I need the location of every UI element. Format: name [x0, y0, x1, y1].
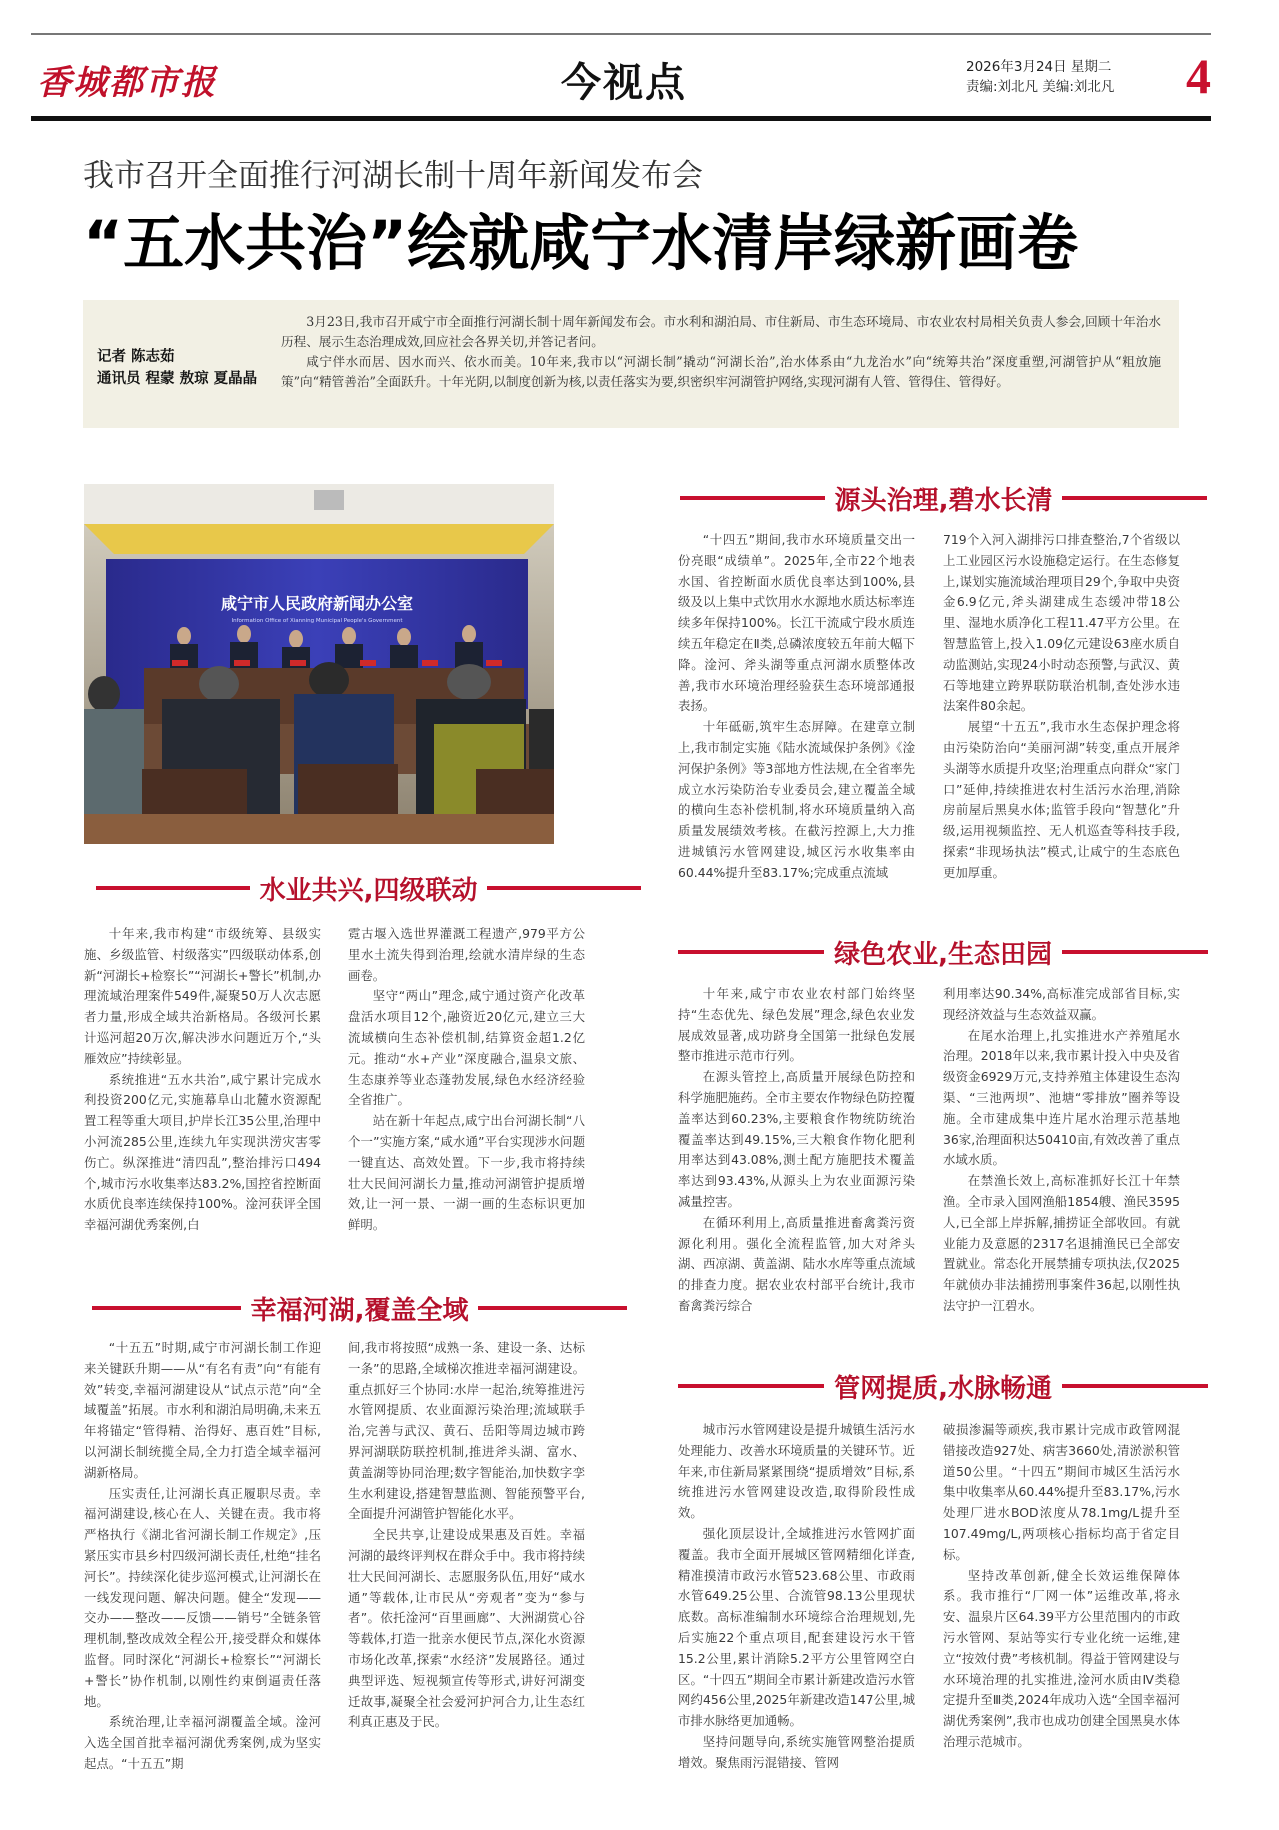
paragraph: 在循环利用上,高质量推进畜禽粪污资源化利用。强化全流程监管,加大对斧头湖、西凉湖、黄盖湖、陆水水库等重点流域的排查力度。据农业农村部平台统计,我市畜禽粪污综合 [678, 1214, 915, 1313]
newspaper-logo: 香城都市报 [37, 63, 217, 103]
paragraph: 719个入河入湖排污口排查整治,7个省级以上工业园区污水设施稳定运行。在生态修复上,谋划实施流域治理项目29个,争取中央资金6.9亿元,斧头湖建成生态缓冲带18公里、湿地水质净化工程11.47平方公里。在智慧监管上,投入1.09亿元建设63座水质自动监测站,实现24小时动态预警,与武汉、黄石等地建立跨界联防联治机制,查处涉水违法案件80余起。 [943, 532, 1180, 714]
heading-rule [487, 886, 641, 890]
text-column [84, 1338, 321, 1775]
text-column [943, 1420, 1180, 1753]
paragraph: 十年来,咸宁市农业农村部门始终坚持“生态优先、绿色发展”理念,绿色农业发展成效显著,成功跻身全国第一批绿色发展整市推进示范市行列。 [678, 986, 915, 1064]
masthead [31, 33, 1211, 121]
paragraph: “十四五”期间,我市水环境质量交出一份亮眼“成绩单”。2025年,全市22个地表水国、省控断面水质优良率达到100%,县级及以上集中式饮用水水源地水质达标率连续多年保持100%。长江干流咸宁段水质连续五年稳定在Ⅱ类,总磷浓度较五年前大幅下降。淦河、斧头湖等重点河湖水质整体改善,我市水环境治理经验获生态环境部通报表扬。 [678, 532, 915, 714]
press-conference-illustration [84, 484, 554, 844]
section-heading [96, 868, 641, 908]
text-column [678, 1420, 915, 1774]
heading-rule [92, 1306, 241, 1310]
paragraph: “十五五”时期,咸宁市河湖长制工作迎来关键跃升期——从“有名有责”向“有能有效”转变,幸福河湖建设从“试点示范”向“全域覆盖”拓展。市水利和湖泊局明确,未来五年将锚定“管得精、治得好、惠百姓”目标,以河湖长制统揽全局,全力打造全域幸福河湖新格局。 [84, 1340, 321, 1480]
section-heading-title: 幸福河湖,覆盖全域 [250, 1295, 469, 1326]
page-number: 4 [1186, 48, 1211, 104]
lead-box [83, 300, 1179, 428]
paragraph: 系统治理,让幸福河湖覆盖全域。淦河入选全国首批幸福河湖优秀案例,成为坚实起点。“十五五”期 [84, 1714, 321, 1771]
text-column [348, 1338, 585, 1733]
masthead-top-rule [31, 33, 1211, 35]
section-name: 今视点 [561, 60, 687, 106]
paragraph: 系统推进“五水共治”,咸宁累计完成水利投资200亿元,实施幕阜山北麓水资源配置工程等重大项目,护岸长江35公里,治理中小河流285公里,连续九年实现洪涝灾害零伤亡。纵深推进“清四乱”,整治排污口494个,城市污水收集率达83.2%,国控省控断面水质优良率连续保持100%。淦河获评全国幸福河湖优秀案例,白 [84, 1071, 321, 1233]
paragraph: 压实责任,让河湖长真正履职尽责。幸福河湖建设,核心在人、关键在责。我市将严格执行《湖北省河湖长制工作规定》,压紧压实市县乡村四级河湖长责任,杜绝“挂名河长”。持续深化徒步巡河模式,让河湖长在一线发现问题、解决问题。健全“发现——交办——整改——反馈——销号”全链条管理机制,整改成效全程公开,接受群众和媒体监督。同时深化“河湖长+检察长”“河湖长+警长”协作机制,以刚性约束倒逼责任落地。 [84, 1485, 321, 1709]
press-conference-photo [84, 484, 554, 844]
text-column [943, 984, 1180, 1317]
heading-rule [680, 496, 825, 500]
article-kicker: 我市召开全面推行河湖长制十周年新闻发布会 [83, 158, 703, 194]
backdrop-sign-en: Information Office of Xianning Municipal People's Government [231, 618, 403, 624]
heading-rule [678, 1384, 824, 1388]
byline [97, 346, 257, 390]
section-heading-title: 管网提质,水脉畅通 [834, 1373, 1052, 1404]
text-column [678, 530, 915, 884]
paragraph: 站在新十年起点,咸宁出台河湖长制“八个一”实施方案,“咸水通”平台实现涉水问题一键直达、高效处置。下一步,我市将持续壮大民间河湖长力量,推动河湖管护提质增效,让一河一景、一湖一画的生态标识更加鲜明。 [348, 1113, 585, 1233]
paragraph: 间,我市将按照“成熟一条、建设一条、达标一条”的思路,全域梯次推进幸福河湖建设。重点抓好三个协同:水岸一起治,统筹推进污水管网提质、农业面源污染治理;流域联手治,完善与武汉、黄石、岳阳等周边城市跨界河湖联防联控机制,推进斧头湖、富水、黄盖湖等协同治理;数字智能治,加快数字孪生水利建设,搭建智慧监测、智能预警平台,全面提升河湖管护智能化水平。 [348, 1340, 585, 1522]
heading-rule [1062, 496, 1207, 500]
paragraph: 霓古堰入选世界灌溉工程遗产,979平方公里水土流失得到治理,绘就水清岸绿的生态画卷。 [348, 926, 585, 983]
backdrop-sign: 咸宁市人民政府新闻办公室 [220, 594, 414, 613]
article-headline: “五水共治”绘就咸宁水清岸绿新画卷 [83, 208, 1079, 279]
paragraph: 强化顶层设计,全域推进污水管网扩面覆盖。我市全面开展城区管网精细化详查,精准摸清市政污水管523.68公里、市政雨水管649.25公里、合流管98.13公里现状底数。高标准编制水环境综合治理规划,先后实施22个重点项目,配套建设污水干管15.2公里,累计消除5.2平方公里管网空白区。“十四五”期间全市累计新建改造污水管网约456公里,2025年新建改造147公里,城市排水脉络更加通畅。 [678, 1525, 915, 1729]
heading-rule [478, 1306, 627, 1310]
issue-editors: 责编:刘北凡 美编:刘北凡 [966, 79, 1115, 95]
masthead-bottom-rule [31, 116, 1211, 121]
section-heading-title: 水业共兴,四级联动 [259, 875, 478, 906]
section-heading [92, 1288, 627, 1328]
heading-rule [96, 886, 250, 890]
paragraph: 展望“十五五”,我市水生态保护理念将由污染防治向“美丽河湖”转变,重点开展斧头湖等水质提升攻坚;治理重点向群众“家门口”延伸,持续推进农村生活污水治理,消除房前屋后黑臭水体;监管手段向“智慧化”升级,运用视频监控、无人机巡查等科技手段,探索“非现场执法”模式,让咸宁的生态底色更加厚重。 [943, 719, 1180, 880]
section-heading [680, 478, 1207, 518]
paragraph: 十年来,我市构建“市级统筹、县级实施、乡级监管、村级落实”四级联动体系,创新“河湖长+检察长”“河湖长+警长”机制,办理流域治理案件549件,凝聚50万人次志愿者力量,形成全域共治新格局。各级河长累计巡河超20万次,解决涉水问题近万个,“头雁效应”持续彰显。 [84, 926, 321, 1066]
section-heading [678, 1366, 1208, 1406]
paragraph: 坚守“两山”理念,咸宁通过资产化改革盘活水项目12个,融资近20亿元,建立三大流域横向生态补偿机制,结算资金超1.2亿元。推动“水+产业”深度融合,温泉文旅、生态康养等业态蓬勃发展,绿色水经济经验全省推广。 [348, 988, 585, 1108]
lead-paragraph: 3月23日,我市召开咸宁市全面推行河湖长制十周年新闻发布会。市水利和湖泊局、市住新局、市生态环境局、市农业农村局相关负责人参会,回顾十年治水历程、展示生态治理成效,回应社会各界关切,并答记者问。 [281, 314, 1161, 349]
paragraph: 十年砥砺,筑牢生态屏障。在建章立制上,我市制定实施《陆水流域保护条例》《淦河保护条例》等3部地方性法规,在全省率先成立水污染防治专业委员会,建立覆盖全域的横向生态补偿机制,将水环境质量纳入高质量发展绩效考核。在截污控源上,大力推进城镇污水管网建设,城区污水收集率由60.44%提升至83.17%;完成重点流域 [678, 719, 915, 880]
heading-rule [678, 950, 824, 954]
byline-reporter: 记者 陈志茹 [97, 349, 175, 365]
heading-rule [1062, 950, 1208, 954]
paragraph: 破损渗漏等顽疾,我市累计完成市政管网混错接改造927处、病害3660处,清淤淤积管道50公里。“十四五”期间市城区生活污水集中收集率从60.44%提升至83.17%,污水处理厂进水BOD浓度从78.1mg/L提升至107.49mg/L,两项核心指标均高于省定目标。 [943, 1422, 1180, 1562]
section-heading [678, 932, 1208, 972]
issue-info [966, 57, 1114, 97]
projector [314, 490, 344, 510]
text-column [348, 924, 585, 1236]
paragraph: 在禁渔长效上,高标准抓好长江十年禁渔。全市录入国网渔船1854艘、渔民3595人,已全部上岸拆解,捕捞证全部收回。有就业能力及意愿的2317名退捕渔民已全部安置就业。常态化开展禁捕专项执法,仅2025年就侦办非法捕捞刑事案件36起,以刚性执法守护一江碧水。 [943, 1173, 1180, 1313]
text-column [84, 924, 321, 1236]
lead-text [281, 312, 1161, 392]
heading-rule [1062, 1384, 1208, 1388]
lead-paragraph: 咸宁伴水而居、因水而兴、依水而美。10年来,我市以“河湖长制”撬动“河湖长治”,治水体系由“九龙治水”向“统筹共治”深度重塑,河湖管护从“粗放施策”向“精管善治”全面跃升。十年光阴,以制度创新为核,以责任落实为要,织密织牢河湖管护网络,实现河湖有人管、管得住、管得好。 [281, 354, 1161, 389]
text-column [943, 530, 1180, 884]
section-heading-title: 绿色农业,生态田园 [834, 939, 1052, 970]
section-heading-title: 源头治理,碧水长清 [834, 485, 1053, 516]
foreground-table [84, 814, 554, 844]
paragraph: 全民共享,让建设成果惠及百姓。幸福河湖的最终评判权在群众手中。我市将持续壮大民间河湖长、志愿服务队伍,用好“咸水通”等载体,让市民从“旁观者”变为“参与者”。依托淦河“百里画廊”、大洲湖赏心谷等载体,打造一批亲水便民节点,深化水资源市场化改革,探索“水经济”发展路径。通过典型评选、短视频宣传等形式,讲好河湖变迁故事,凝聚全社会爱河护河合力,让生态红利真正惠及于民。 [348, 1527, 585, 1730]
paragraph: 坚持改革创新,健全长效运维保障体系。我市推行“厂网一体”运维改革,将永安、温泉片区64.39平方公里范围内的市政污水管网、泵站等实行专业化统一运维,建立“按效付费”考核机制。得益于管网建设与水环境治理的扎实推进,淦河水质由Ⅳ类稳定提升至Ⅲ类,2024年成功入选“全国幸福河湖优秀案例”,我市也成功创建全国黑臭水体治理示范城市。 [943, 1567, 1180, 1749]
byline-correspondents: 通讯员 程蒙 敖琼 夏晶晶 [97, 371, 258, 387]
paragraph: 在源头管控上,高质量开展绿色防控和科学施肥施药。全市主要农作物绿色防控覆盖率达到60.23%,主要粮食作物统防统治覆盖率达到49.15%,三大粮食作物化肥利用率达到43.08%,测土配方施肥技术覆盖率达到93.43%,从源头上为农业面源污染减量控害。 [678, 1069, 915, 1209]
paragraph: 坚持问题导向,系统实施管网整治提质增效。聚焦雨污混错接、管网 [678, 1733, 915, 1770]
paragraph: 在尾水治理上,扎实推进水产养殖尾水治理。2018年以来,我市累计投入中央及省级资金6929万元,支持养殖主体建设生态沟渠、“三池两坝”、池塘“零排放”圈养等设施。全市建成集中连片尾水治理示范基地36家,治理面积达50410亩,有效改善了重点水域水质。 [943, 1027, 1180, 1168]
paragraph: 城市污水管网建设是提升城镇生活污水处理能力、改善水环境质量的关键环节。近年来,市住新局紧紧围绕“提质增效”目标,系统推进污水管网建设改造,取得阶段性成效。 [678, 1422, 915, 1521]
issue-date: 2026年3月24日 星期二 [966, 59, 1112, 75]
text-column [678, 984, 915, 1317]
paragraph: 利用率达90.34%,高标准完成部省目标,实现经济效益与生态效益双赢。 [943, 986, 1180, 1022]
